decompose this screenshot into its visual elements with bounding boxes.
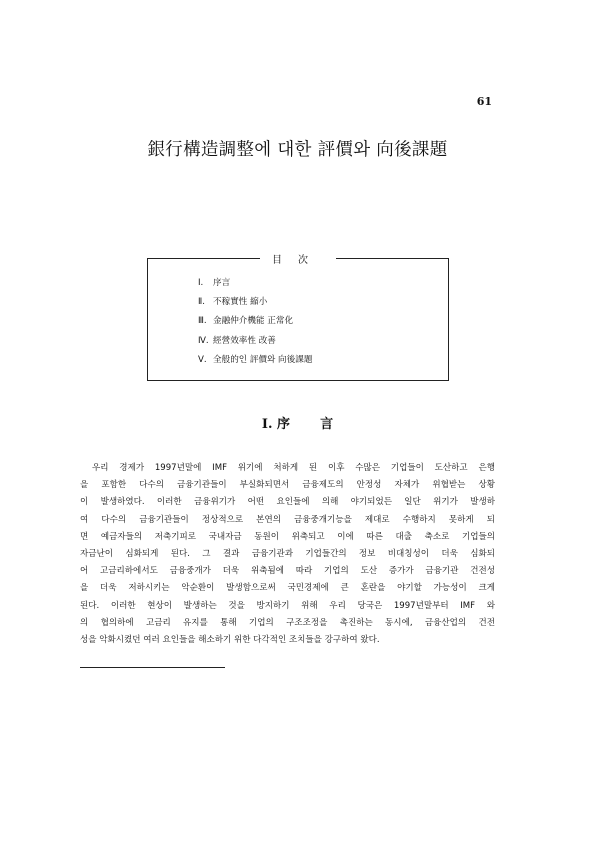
toc-item-number: Ⅳ. xyxy=(198,335,209,346)
toc-item xyxy=(198,274,312,293)
paragraph-line: 어 고금리하에서도 금융중개가 더욱 위축됨에 따라 기업의 도산 증가가 금융기관 건전성 xyxy=(80,566,495,577)
section-title-first: 序 xyxy=(277,417,291,432)
paragraph-line: 을 포함한 다수의 금융기관들이 부실화되면서 금융제도의 안정성 자체가 위협받는 상황 xyxy=(80,480,495,491)
toc-list xyxy=(198,274,312,370)
toc-item-number: Ⅴ. xyxy=(198,354,207,365)
paragraph-line: 을 더욱 저하시키는 악순환이 발생함으로써 국민경제에 큰 혼란을 야기할 가능성이 크게 xyxy=(80,583,495,594)
toc-item-text: 經營效率性 改善 xyxy=(213,335,276,346)
toc-heading xyxy=(148,251,448,266)
section-heading xyxy=(0,413,595,432)
toc-item-text: 不稼實性 縮小 xyxy=(213,297,268,308)
paragraph-line: 면 예금자들의 저축기피로 국내자금 동원이 위축되고 이에 따른 대출 축소로 기업들의 xyxy=(80,531,495,542)
toc-item-text: 全般的인 評價와 向後課題 xyxy=(213,354,313,365)
toc-item xyxy=(198,293,312,312)
paragraph-line: 된다. 이러한 현상이 발생하는 것을 방지하기 위해 우리 당국은 1997년말부터 IMF 와 xyxy=(80,600,495,611)
toc-item-text: 金融仲介機能 正常化 xyxy=(213,316,294,327)
toc-item xyxy=(198,351,312,370)
toc-heading-label: 目次 xyxy=(260,255,336,266)
paragraph-line: 여 다수의 금융기관들이 정상적으로 본연의 금융중개기능을 제대로 수행하지 못하게 되 xyxy=(80,514,495,525)
toc-item-number: Ⅰ. xyxy=(198,278,204,288)
toc-item xyxy=(198,312,312,331)
table-of-contents xyxy=(147,255,449,381)
toc-item-number: Ⅱ. xyxy=(198,297,205,308)
paragraph-line: 의 협의하에 고금리 유지를 통해 기업의 구조조정을 촉진하는 동시에, 금융산업의 건전 xyxy=(80,617,495,628)
toc-item xyxy=(198,332,312,351)
section-title-second: 言 xyxy=(320,417,334,432)
footnote-separator xyxy=(80,667,225,668)
paragraph-line: 자금난이 심화되게 된다. 그 결과 금융기관과 기업들간의 정보 비대칭성이 더욱 심화되 xyxy=(80,549,495,560)
paragraph-line: 성을 악화시켰던 여러 요인들을 해소하기 위한 다각적인 조치들을 강구하여 왔다. xyxy=(80,635,380,646)
toc-item-text: 序言 xyxy=(213,278,231,288)
toc-item-number: Ⅲ. xyxy=(198,316,207,327)
page-title: 銀行構造調整에 대한 評價와 向後課題 xyxy=(147,140,448,160)
paragraph-line: 이 발생하였다. 이러한 금융위기가 어떤 요인들에 의해 야기되었든 일단 위기가 발생하 xyxy=(80,497,495,508)
section-number: Ⅰ. xyxy=(261,417,273,432)
body-paragraph xyxy=(80,460,495,649)
page-number: 61 xyxy=(476,95,492,108)
paragraph-line: 우리 경제가 1997년말에 IMF 위기에 처하게 된 이후 수많은 기업들이 도산하고 은행 xyxy=(92,463,495,473)
